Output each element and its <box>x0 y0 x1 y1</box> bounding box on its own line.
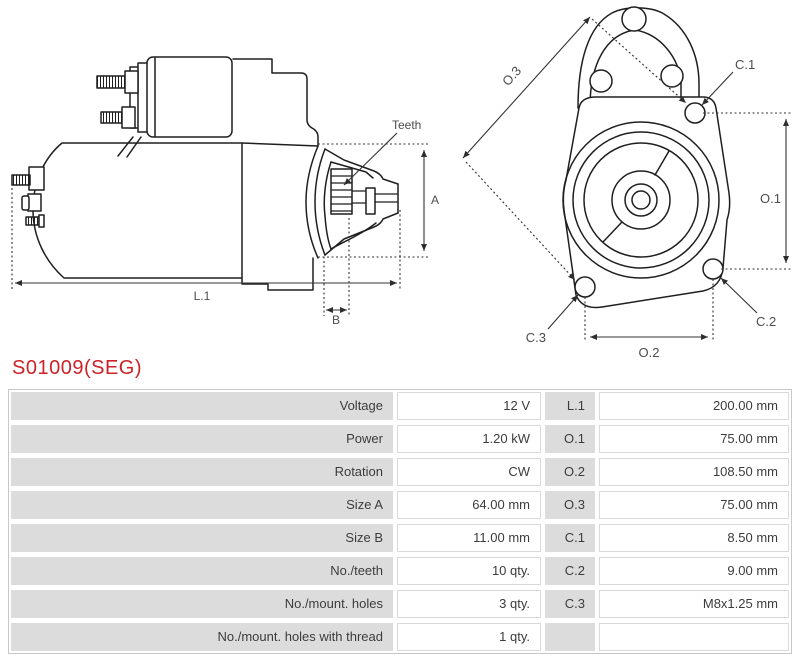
dim-o2-label: O.2 <box>638 345 660 360</box>
rear-cap <box>22 196 29 210</box>
dim-value-cell: 9.00 mm <box>599 557 789 585</box>
solenoid-hole-top <box>622 7 646 31</box>
dim-label-cell: O.3 <box>545 491 595 519</box>
spec-value-cell: 11.00 mm <box>397 524 541 552</box>
dim-value-cell: 8.50 mm <box>599 524 789 552</box>
spec-value-cell: 10 qty. <box>397 557 541 585</box>
spec-value-cell: 3 qty. <box>397 590 541 618</box>
dim-value-cell: 108.50 mm <box>599 458 789 486</box>
table-row <box>11 491 789 519</box>
dim-c1-label: C.1 <box>735 57 756 72</box>
dim-a-label: A <box>431 193 440 207</box>
table-row <box>11 590 789 618</box>
motor-body <box>33 143 242 278</box>
rear-lug <box>29 167 44 190</box>
spec-value-cell: 1 qty. <box>397 623 541 651</box>
housing-bottom-step <box>242 258 313 290</box>
dim-l1-label: L.1 <box>193 289 211 303</box>
table-row <box>11 425 789 453</box>
dim-label-cell: C.1 <box>545 524 595 552</box>
spec-label-cell: Size B <box>11 524 393 552</box>
dim-o1-label: O.1 <box>760 191 781 206</box>
solenoid-hole-left <box>590 70 612 92</box>
side-view-drawing <box>12 57 398 290</box>
spec-label-cell: No./mount. holes with thread <box>11 623 393 651</box>
table-row <box>11 623 789 651</box>
spec-label-cell: Size A <box>11 491 393 519</box>
spec-value-cell: 64.00 mm <box>397 491 541 519</box>
dim-c3-leader <box>548 295 578 329</box>
dim-value-cell <box>599 623 789 651</box>
mount-hole-bottom-left <box>575 277 595 297</box>
solenoid-bracket <box>233 59 318 146</box>
dim-c1-leader <box>702 72 733 105</box>
mount-hole-top-right <box>685 103 705 123</box>
dim-value-cell: M8x1.25 mm <box>599 590 789 618</box>
dim-label-cell: C.2 <box>545 557 595 585</box>
spec-label-cell: Power <box>11 425 393 453</box>
front-view-drawing <box>563 7 730 308</box>
nose-cone-bottom <box>325 213 398 255</box>
dim-c3-label: C.3 <box>525 330 546 345</box>
table-row <box>11 392 789 420</box>
bell-rim-outer <box>306 146 318 258</box>
dim-c2-leader <box>721 278 757 313</box>
dim-label-cell: L.1 <box>545 392 595 420</box>
dim-label-cell: C.3 <box>545 590 595 618</box>
spec-table <box>8 389 792 654</box>
teeth-leader-line <box>344 133 397 185</box>
teeth-label: Teeth <box>392 118 422 132</box>
rear-cap-plate <box>28 194 41 211</box>
spec-value-cell: 1.20 kW <box>397 425 541 453</box>
table-row <box>11 557 789 585</box>
terminal-stud-lower <box>101 112 123 123</box>
table-row <box>11 524 789 552</box>
housing-top-line <box>242 143 318 146</box>
solenoid-body <box>147 57 232 137</box>
part-number: S01009(SEG) <box>12 357 143 379</box>
terminal-nut-lower <box>122 107 135 128</box>
rear-stud <box>12 175 30 185</box>
dim-label-cell: O.2 <box>545 458 595 486</box>
terminal-nut-top <box>125 71 138 93</box>
table-row <box>11 458 789 486</box>
dim-label-cell <box>545 623 595 651</box>
pinion-shaft <box>352 188 397 214</box>
spec-value-cell: 12 V <box>397 392 541 420</box>
nose-inner-left <box>324 162 331 249</box>
rear-stud-small <box>26 217 39 225</box>
spec-label-cell: No./mount. holes <box>11 590 393 618</box>
solenoid-hole-right <box>661 65 683 87</box>
dim-c2-label: C.2 <box>756 314 777 329</box>
mount-hole-bottom-right <box>703 259 723 279</box>
dim-b-label: B <box>331 313 341 327</box>
spec-value-cell: CW <box>397 458 541 486</box>
dim-value-cell: 75.00 mm <box>599 425 789 453</box>
dim-label-cell: O.1 <box>545 425 595 453</box>
dim-o3-line <box>463 17 590 158</box>
rear-stud-small-plate <box>39 215 44 227</box>
terminal-stud-top <box>97 76 126 88</box>
dim-o3-ext-lower <box>466 162 575 280</box>
spec-label-cell: Rotation <box>11 458 393 486</box>
spec-label-cell: Voltage <box>11 392 393 420</box>
hub-circle-outer <box>612 171 670 229</box>
dim-value-cell: 200.00 mm <box>599 392 789 420</box>
spec-label-cell: No./teeth <box>11 557 393 585</box>
dim-o3-label: O.3 <box>499 63 525 89</box>
dim-value-cell: 75.00 mm <box>599 491 789 519</box>
